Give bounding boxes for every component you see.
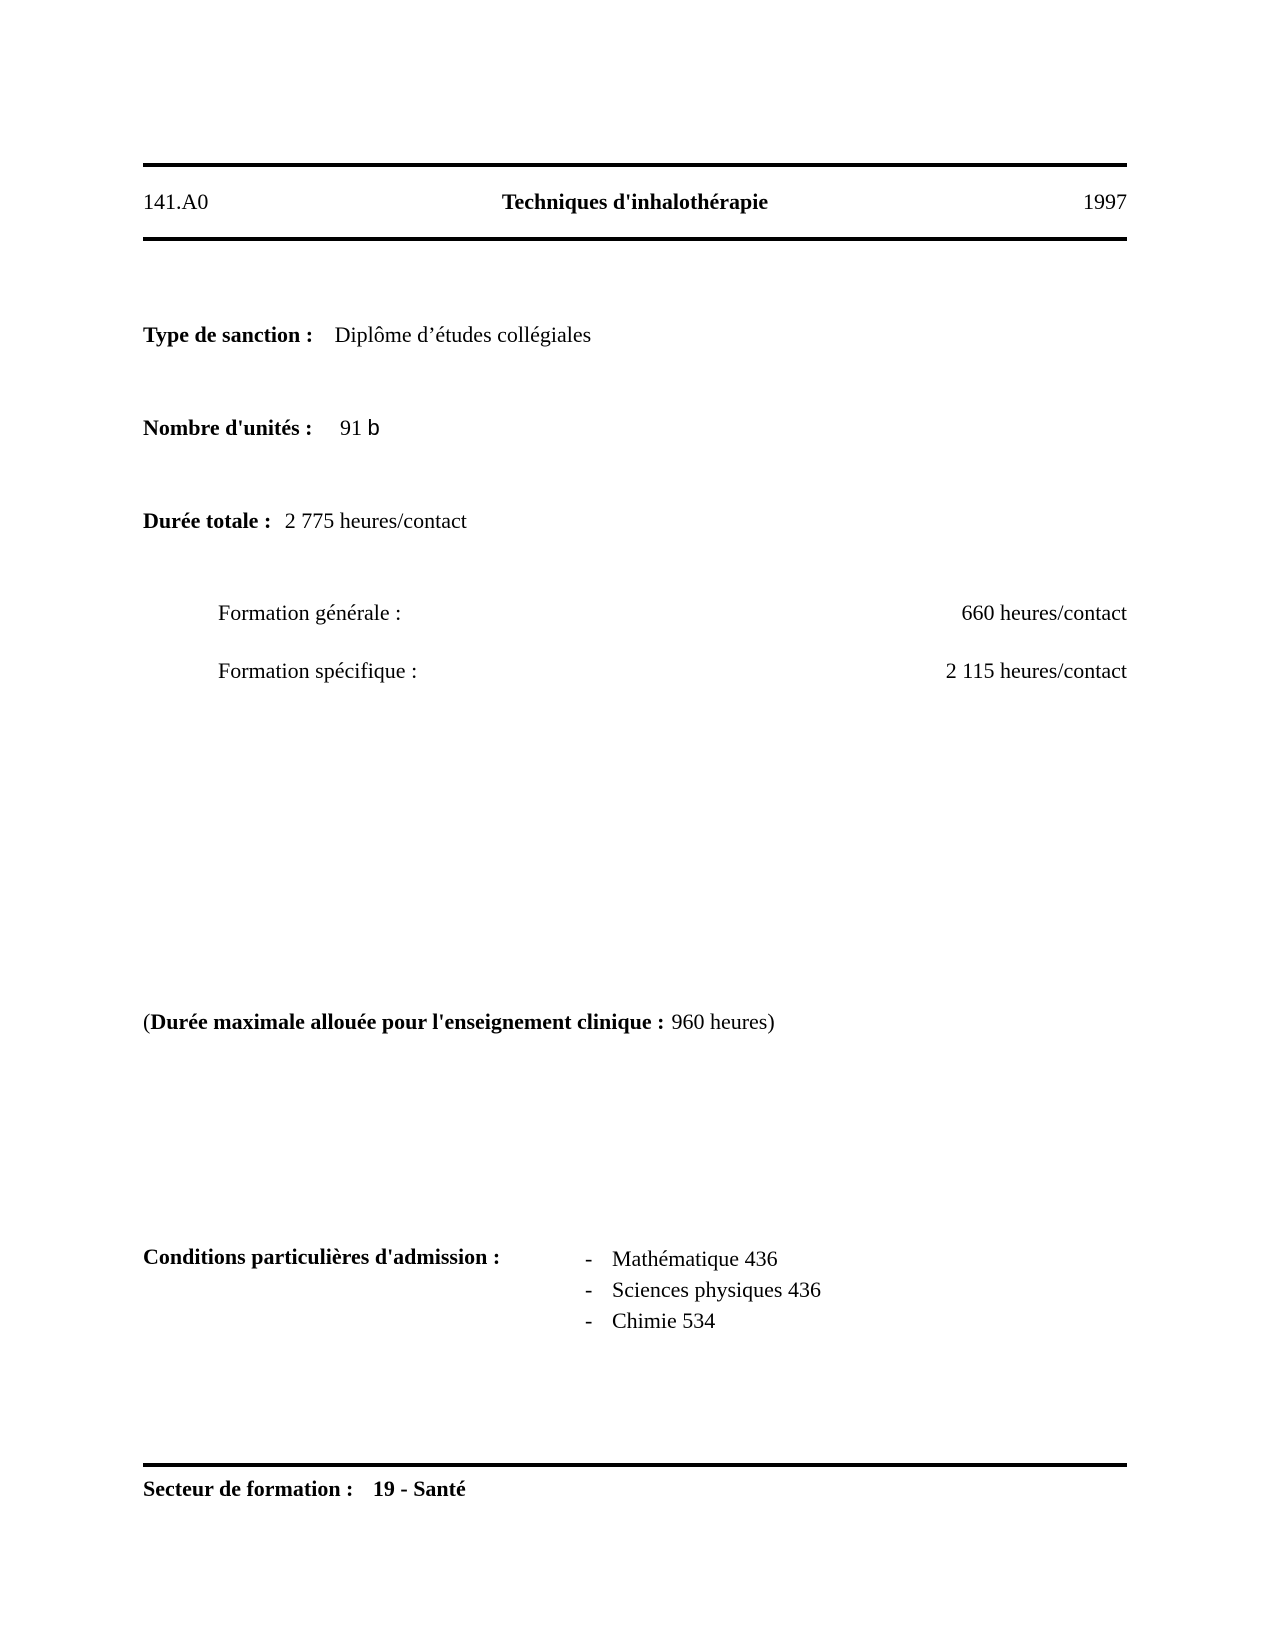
admission-conditions-list	[585, 1243, 821, 1336]
breakdown-row-formation-specifique	[143, 657, 1127, 684]
clinical-duration-note	[143, 1008, 775, 1035]
formation-generale-label: Formation générale :	[218, 600, 402, 625]
sanction-label: Type de sanction :	[143, 322, 314, 347]
header-bottom-rule	[143, 237, 1127, 241]
unites-label: Nombre d'unités :	[143, 415, 313, 440]
header-top-rule	[143, 163, 1127, 167]
list-item	[585, 1305, 821, 1336]
program-code: 141.A0	[143, 189, 209, 214]
secteur-value: 19 - Santé	[372, 1476, 466, 1501]
admission-item-mathematique: Mathématique 436	[612, 1246, 778, 1271]
program-title: Techniques d'inhalothérapie	[501, 189, 769, 214]
note-label: Durée maximale allouée pour l'enseignement clinique :	[150, 1009, 665, 1034]
list-item-dash: -	[585, 1246, 593, 1271]
formation-generale-hours: 660 heures/contact	[961, 600, 1127, 625]
admission-conditions-label: Conditions particulières d'admission :	[143, 1244, 501, 1269]
duree-label: Durée totale :	[143, 508, 272, 533]
list-item-dash: -	[585, 1277, 593, 1302]
field-type-de-sanction	[143, 321, 591, 348]
field-nombre-unites	[143, 414, 380, 441]
formation-specifique-hours: 2 115 heures/contact	[945, 658, 1127, 683]
footer-secteur-formation	[143, 1475, 466, 1502]
secteur-label: Secteur de formation :	[143, 1476, 354, 1501]
admission-item-chimie: Chimie 534	[612, 1308, 716, 1333]
unites-suffix: b	[367, 415, 380, 440]
admission-item-sciences-physiques: Sciences physiques 436	[612, 1277, 821, 1302]
formation-specifique-label: Formation spécifique :	[218, 658, 418, 683]
breakdown-row-formation-generale	[143, 599, 1127, 626]
list-item	[585, 1274, 821, 1305]
unites-value: 91	[340, 415, 362, 440]
duree-value: 2 775 heures/contact	[284, 508, 467, 533]
list-item	[585, 1243, 821, 1274]
page-header	[143, 188, 1127, 215]
footer-rule	[143, 1463, 1127, 1467]
note-value: 960 heures)	[671, 1009, 775, 1034]
sanction-value: Diplôme d’études collégiales	[334, 322, 592, 347]
program-year: 1997	[1083, 189, 1127, 214]
list-item-dash: -	[585, 1308, 593, 1333]
field-duree-totale	[143, 507, 467, 534]
note-open-paren: (	[143, 1009, 151, 1034]
